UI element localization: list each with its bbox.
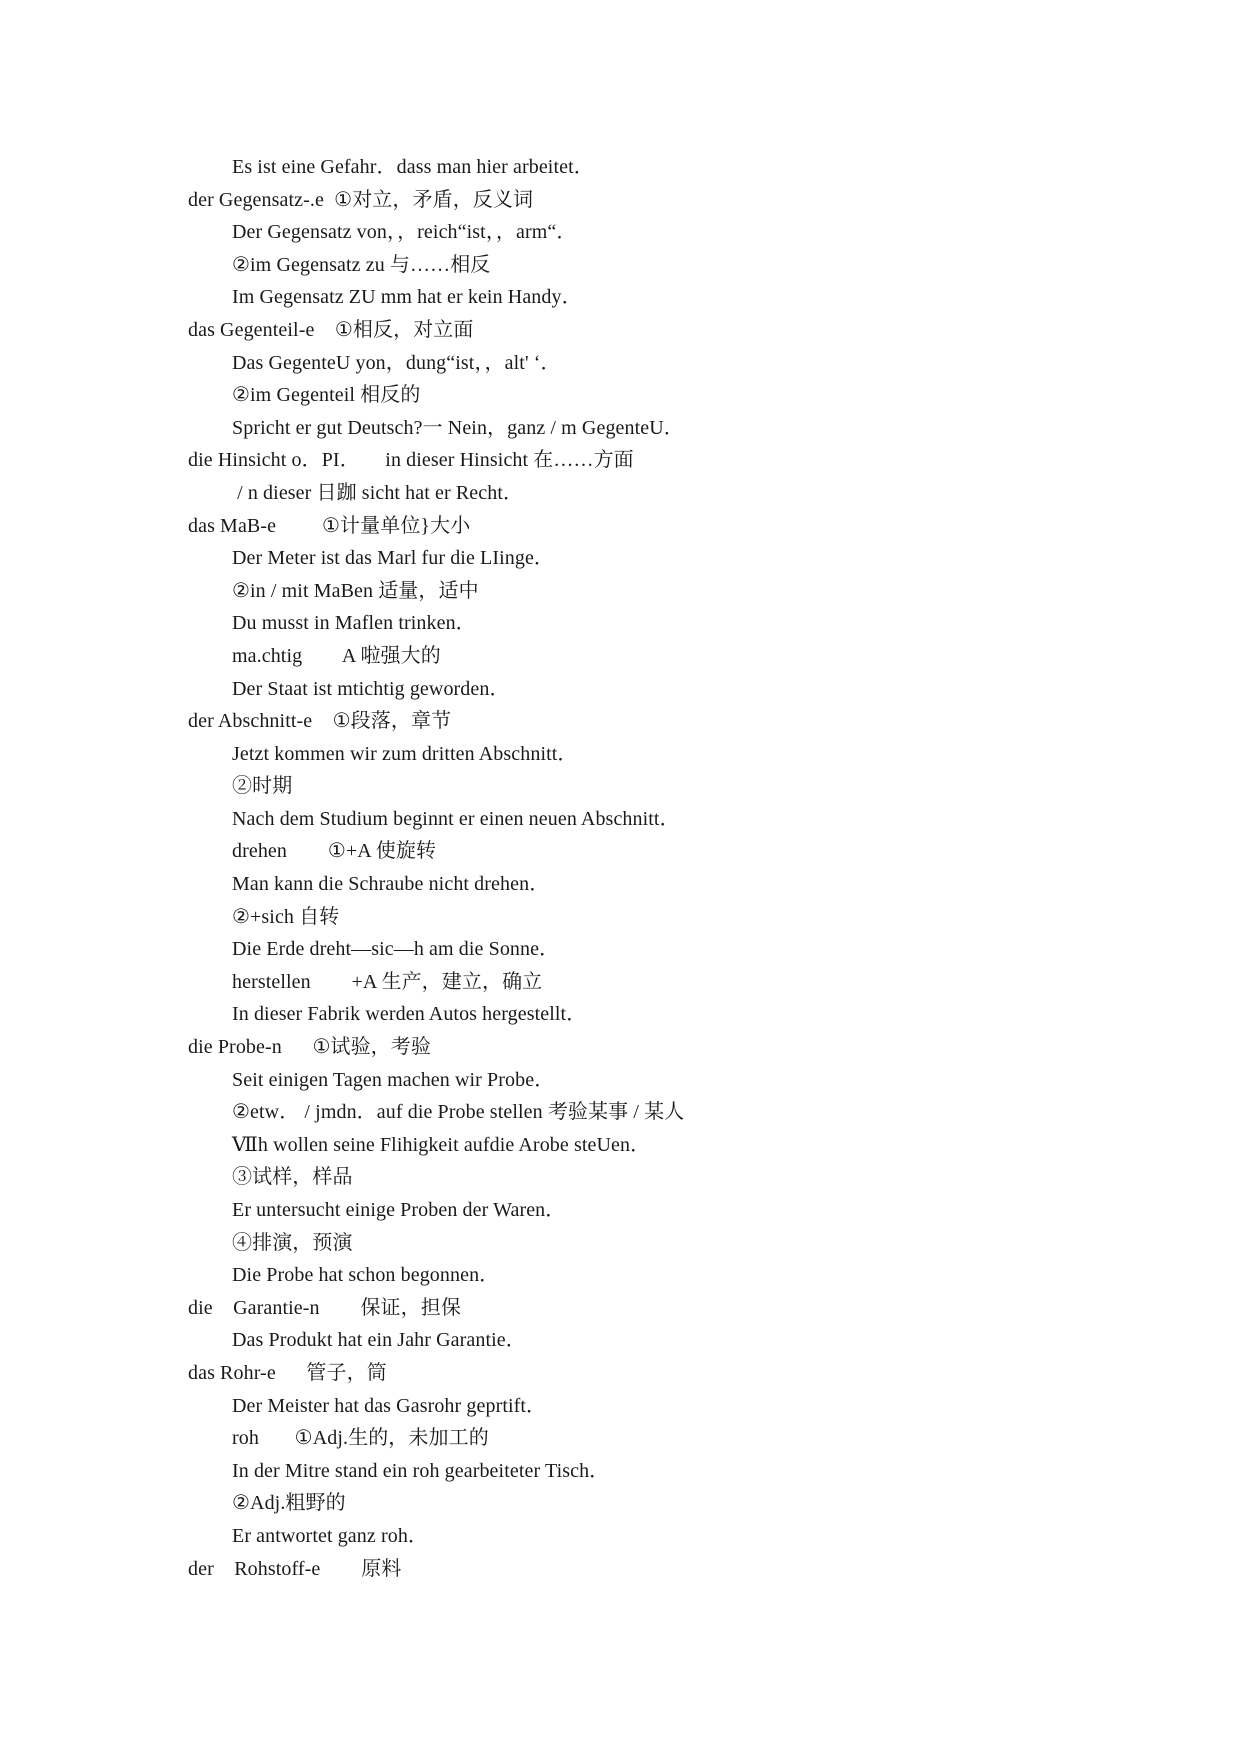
entry-detail-line: Ⅶh wollen seine Flihigkeit aufdie Arobe steUen． [232, 1133, 651, 1156]
entry-detail-line: / n dieser 日跏 sicht hat er Recht． [232, 481, 524, 504]
entry-detail-line: Das GegenteU yon，dung“ist，，alt' ‘． [232, 351, 561, 374]
entry-detail-line: Er untersucht einige Proben der Waren． [232, 1199, 566, 1221]
entry-detail-line: Der Staat ist mtichtig geworden． [232, 677, 510, 700]
entry-detail-line: Das Produkt hat ein Jahr Garantie． [232, 1329, 526, 1352]
entry-detail-line: Du musst in Maflen trinken． [232, 612, 476, 635]
entry-detail-line: herstellen +A 生产，建立，确立 [232, 970, 543, 993]
entry-detail-line: Im Gegensatz ZU mm hat er kein Handy． [232, 286, 582, 309]
entry-detail-line: Nach dem Studium beginnt er einen neuen Abschnitt． [232, 807, 680, 830]
entry-headword-line: der Abschnitt-e ①段落，章节 [188, 710, 452, 733]
entry-detail-line: ②+sich 自转 [232, 905, 340, 928]
entry-detail-line: ma.chtig A 啦强大的 [232, 644, 441, 667]
entry-detail-line: Die Erde dreht—sic—h am die Sonne． [232, 938, 560, 961]
entry-headword-line: die Hinsicht o．PI． in dieser Hinsicht 在……方面 [188, 449, 634, 472]
entry-detail-line: Er antwortet ganz roh． [232, 1524, 429, 1547]
entry-detail-line: Spricht er gut Deutsch?一 Nein，ganz / m GegenteU． [232, 416, 684, 439]
entry-detail-line: ②时期 [232, 775, 293, 798]
entry-detail-line: Es ist eine Gefahr．dass man hier arbeitet． [232, 156, 594, 178]
entry-headword-line: die Probe-n ①试验，考验 [188, 1036, 431, 1059]
entry-detail-line: ②im Gegensatz zu 与……相反 [232, 253, 491, 276]
entry-detail-line: Seit einigen Tagen machen wir Probe． [232, 1068, 555, 1091]
entry-detail-line: ②etw． / jmdn．auf die Probe stellen 考验某事 / 某人 [232, 1101, 685, 1124]
entry-detail-line: Jetzt kommen wir zum dritten Abschnitt． [232, 742, 578, 765]
entry-headword-line: der Gegensatz-.e ①对立，矛盾，反义词 [188, 188, 534, 211]
entry-detail-line: ②im Gegenteil 相反的 [232, 384, 421, 407]
entry-detail-line: Der Meter ist das Marl fur die LIinge． [232, 547, 555, 570]
entry-detail-line: Man kann die Schraube nicht drehen． [232, 873, 550, 896]
entry-headword-line: das Gegenteil-e ①相反，对立面 [188, 318, 474, 341]
entry-detail-line: In der Mitre stand ein roh gearbeiteter Tisch． [232, 1459, 610, 1482]
entry-detail-line: roh ①Adj.生的，未加工的 [232, 1427, 489, 1450]
entry-headword-line: das MaB-e ①计量单位}大小 [188, 514, 471, 537]
document-page [0, 151, 1241, 1585]
entry-detail-line: Der Gegensatz von，，reich“ist，，arm“． [232, 221, 577, 244]
entry-detail-line: ②Adj.粗野的 [232, 1492, 346, 1515]
entry-headword-line: der Rohstoff-e 原料 [188, 1557, 402, 1580]
entry-detail-line: In dieser Fabrik werden Autos hergestellt． [232, 1003, 587, 1026]
entry-headword-line: das Rohr-e 管子，筒 [188, 1361, 387, 1384]
entry-headword-line: die Garantie-n 保证，担保 [188, 1296, 461, 1319]
entry-detail-line: drehen ①+A 使旋转 [232, 840, 437, 863]
entry-detail-line: ②in / mit MaBen 适量，适中 [232, 579, 479, 602]
entry-detail-line: Der Meister hat das Gasrohr geprtift． [232, 1394, 547, 1417]
entry-detail-line: ④排演，预演 [232, 1231, 353, 1254]
entry-detail-line: ③试样，样品 [232, 1166, 353, 1189]
entry-detail-line: Die Probe hat schon begonnen． [232, 1264, 500, 1287]
